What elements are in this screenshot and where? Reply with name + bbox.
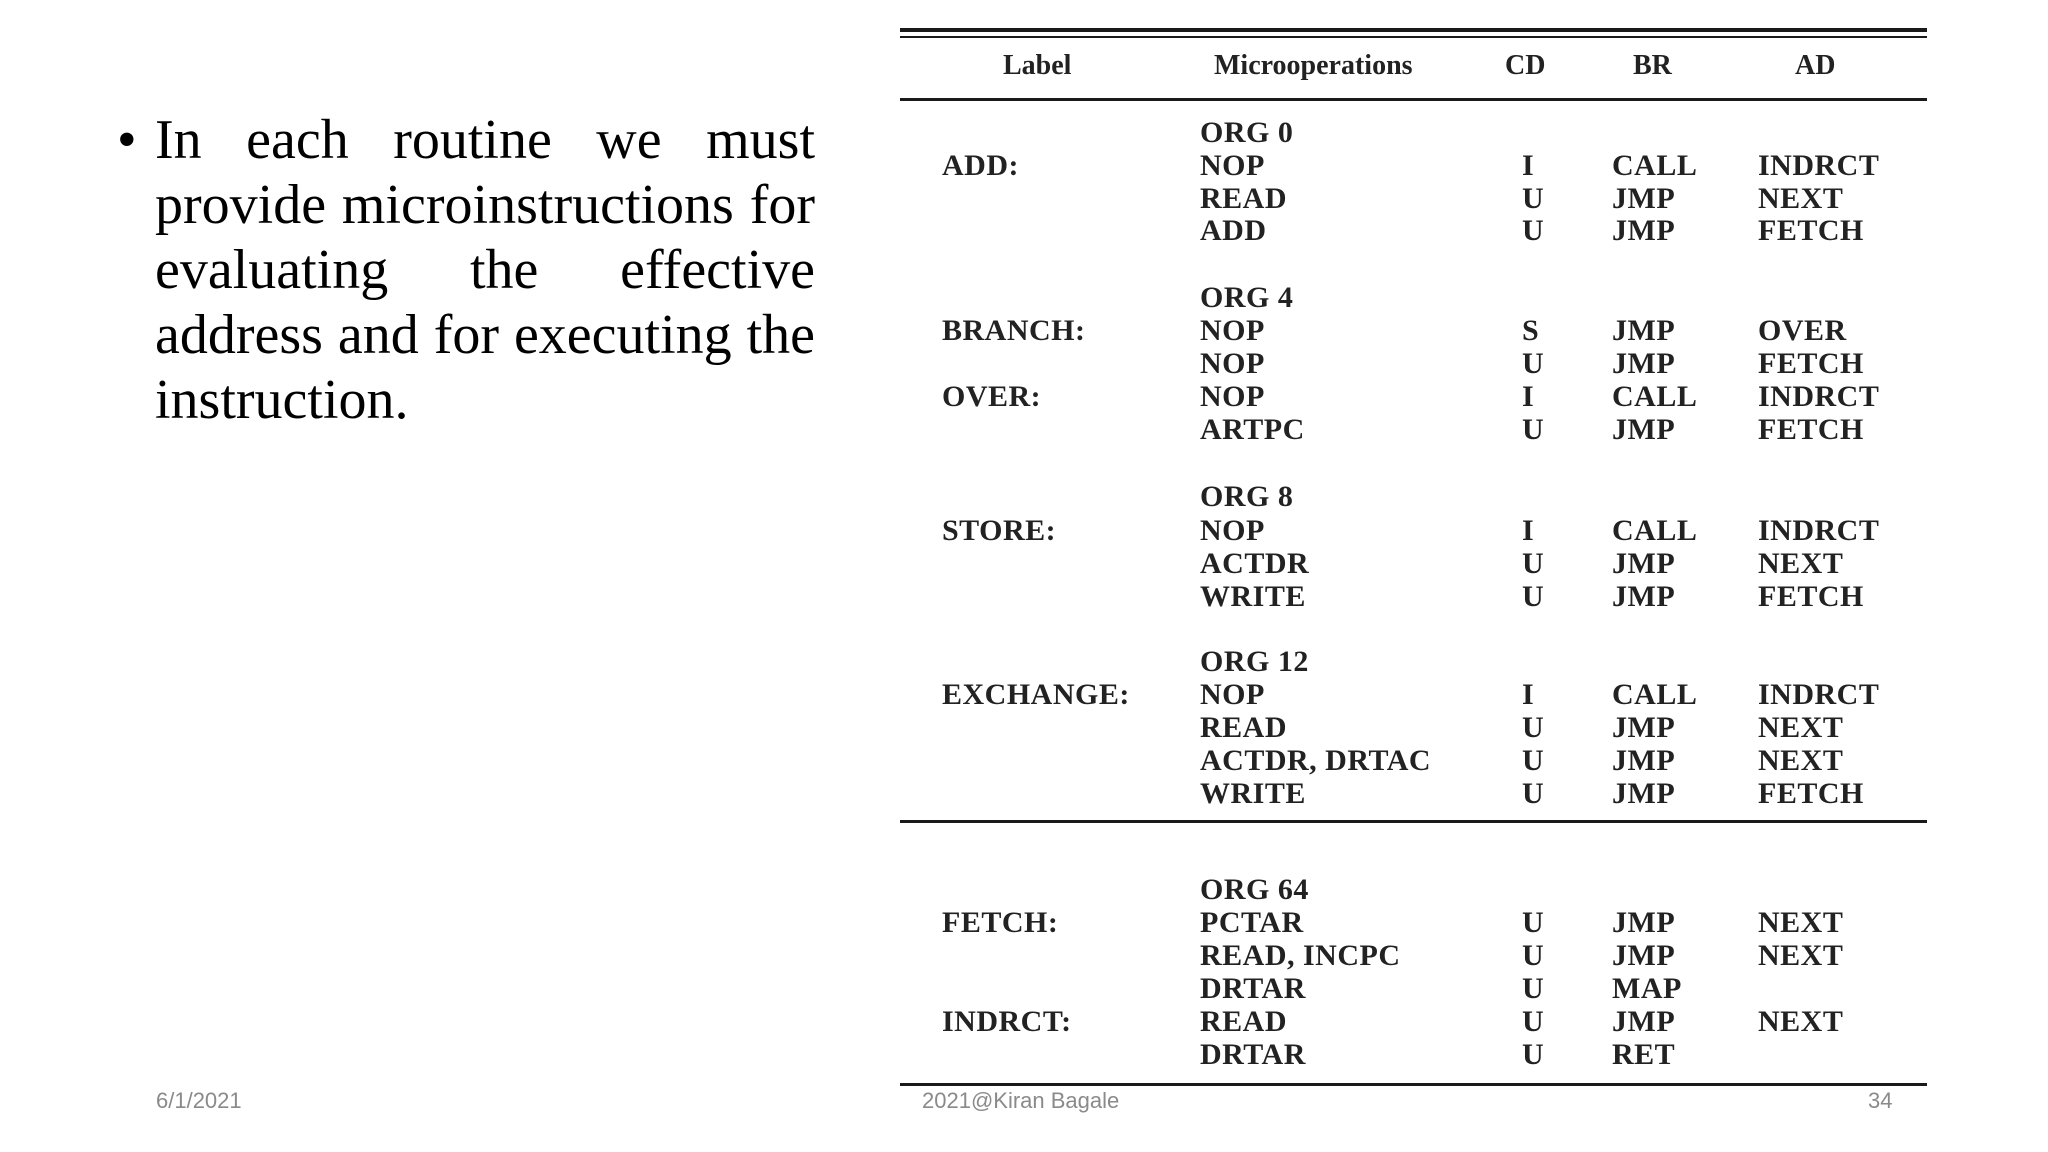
cell-micro: READ	[1200, 182, 1288, 215]
cell-br: JMP	[1612, 939, 1676, 972]
cell-micro: NOP	[1200, 149, 1265, 182]
cell-cd: U	[1522, 1038, 1545, 1071]
header-ad: AD	[1795, 50, 1836, 81]
header-rule	[900, 98, 1927, 101]
cell-micro: READ	[1200, 1005, 1288, 1038]
table-top-rule-inner	[900, 36, 1927, 38]
cell-ad: FETCH	[1758, 214, 1864, 247]
cell-ad: FETCH	[1758, 777, 1864, 810]
cell-br: CALL	[1612, 149, 1698, 182]
cell-micro: ORG 12	[1200, 645, 1309, 678]
header-br: BR	[1633, 50, 1672, 81]
cell-label: OVER:	[942, 380, 1042, 413]
cell-br: JMP	[1612, 777, 1676, 810]
cell-br: MAP	[1612, 972, 1682, 1005]
cell-ad: NEXT	[1758, 906, 1844, 939]
cell-micro: NOP	[1200, 347, 1265, 380]
cell-micro: DRTAR	[1200, 972, 1306, 1005]
cell-cd: S	[1522, 314, 1540, 347]
header-label: Label	[1003, 50, 1072, 81]
cell-ad: INDRCT	[1758, 149, 1880, 182]
bullet-dot: •	[117, 109, 137, 171]
cell-br: JMP	[1612, 711, 1676, 744]
table-bottom-rule	[900, 1083, 1927, 1086]
cell-micro: DRTAR	[1200, 1038, 1306, 1071]
cell-micro: PCTAR	[1200, 906, 1304, 939]
cell-ad: NEXT	[1758, 939, 1844, 972]
cell-br: JMP	[1612, 214, 1676, 247]
cell-label: BRANCH:	[942, 314, 1086, 347]
cell-cd: U	[1522, 744, 1545, 777]
cell-ad: OVER	[1758, 314, 1847, 347]
section-rule	[900, 820, 1927, 823]
cell-label: EXCHANGE:	[942, 678, 1130, 711]
cell-micro: NOP	[1200, 514, 1265, 547]
cell-cd: U	[1522, 547, 1545, 580]
cell-micro: WRITE	[1200, 777, 1306, 810]
cell-micro: ORG 64	[1200, 873, 1309, 906]
cell-cd: U	[1522, 214, 1545, 247]
cell-cd: I	[1522, 380, 1535, 413]
cell-micro: ORG 4	[1200, 281, 1294, 314]
cell-br: JMP	[1612, 547, 1676, 580]
cell-micro: READ, INCPC	[1200, 939, 1401, 972]
cell-micro: ORG 8	[1200, 480, 1294, 513]
cell-cd: U	[1522, 1005, 1545, 1038]
cell-ad: NEXT	[1758, 1005, 1844, 1038]
cell-ad: NEXT	[1758, 744, 1844, 777]
cell-cd: U	[1522, 580, 1545, 613]
cell-micro: NOP	[1200, 678, 1265, 711]
cell-cd: U	[1522, 711, 1545, 744]
cell-br: JMP	[1612, 314, 1676, 347]
cell-cd: U	[1522, 777, 1545, 810]
cell-label: INDRCT:	[942, 1005, 1072, 1038]
cell-label: STORE:	[942, 514, 1057, 547]
cell-cd: I	[1522, 149, 1535, 182]
cell-cd: I	[1522, 514, 1535, 547]
cell-br: CALL	[1612, 678, 1698, 711]
footer-author: 2021@Kiran Bagale	[922, 1088, 1120, 1113]
footer-page-number: 34	[1868, 1088, 1893, 1113]
bullet-text: In each routine we must provide microinstructions for evaluating the effective address and for executing the instruction.	[155, 109, 815, 431]
footer-date: 6/1/2021	[156, 1088, 242, 1113]
cell-label: FETCH:	[942, 906, 1059, 939]
cell-micro: ARTPC	[1200, 413, 1305, 446]
cell-br: CALL	[1612, 380, 1698, 413]
cell-br: RET	[1612, 1038, 1676, 1071]
cell-br: CALL	[1612, 514, 1698, 547]
cell-micro: ADD	[1200, 214, 1267, 247]
cell-cd: U	[1522, 347, 1545, 380]
cell-br: JMP	[1612, 1005, 1676, 1038]
cell-micro: ACTDR	[1200, 547, 1310, 580]
cell-br: JMP	[1612, 413, 1676, 446]
cell-ad: INDRCT	[1758, 678, 1880, 711]
header-microoperations: Microoperations	[1214, 50, 1413, 81]
cell-micro: WRITE	[1200, 580, 1306, 613]
cell-ad: FETCH	[1758, 580, 1864, 613]
cell-br: JMP	[1612, 347, 1676, 380]
cell-ad: NEXT	[1758, 711, 1844, 744]
header-cd: CD	[1505, 50, 1546, 81]
cell-ad: INDRCT	[1758, 380, 1880, 413]
cell-ad: NEXT	[1758, 547, 1844, 580]
cell-micro: READ	[1200, 711, 1288, 744]
microprogram-table	[900, 28, 1927, 1071]
cell-br: JMP	[1612, 580, 1676, 613]
cell-cd: U	[1522, 972, 1545, 1005]
cell-cd: I	[1522, 678, 1535, 711]
cell-micro: ORG 0	[1200, 116, 1294, 149]
cell-micro: NOP	[1200, 314, 1265, 347]
cell-label: ADD:	[942, 149, 1019, 182]
cell-cd: U	[1522, 182, 1545, 215]
cell-micro: NOP	[1200, 380, 1265, 413]
cell-ad: FETCH	[1758, 413, 1864, 446]
bullet-block	[117, 108, 815, 433]
cell-ad: FETCH	[1758, 347, 1864, 380]
cell-micro: ACTDR, DRTAC	[1200, 744, 1432, 777]
cell-br: JMP	[1612, 182, 1676, 215]
cell-ad: INDRCT	[1758, 514, 1880, 547]
table-top-rule	[900, 28, 1927, 32]
cell-br: JMP	[1612, 906, 1676, 939]
cell-ad: NEXT	[1758, 182, 1844, 215]
cell-cd: U	[1522, 939, 1545, 972]
cell-cd: U	[1522, 413, 1545, 446]
cell-br: JMP	[1612, 744, 1676, 777]
cell-cd: U	[1522, 906, 1545, 939]
